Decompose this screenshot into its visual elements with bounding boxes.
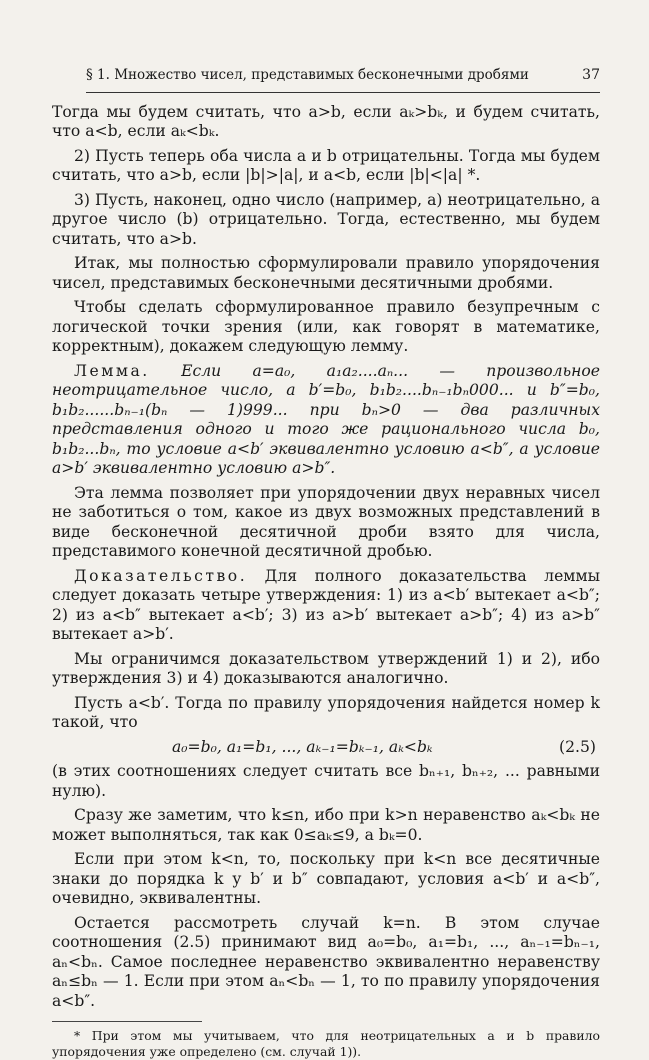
paragraph: Пусть a<b′. Тогда по правилу упорядочения найдется номер k такой, что [52, 693, 600, 731]
paragraph: Сразу же заметим, что k≤n, ибо при k>n неравенство aₖ<bₖ не может выполняться, так как 0≤aₖ≤9, а bₖ=0. [52, 806, 600, 844]
proof [52, 567, 600, 645]
proof-label: Доказательство. [74, 566, 248, 585]
equation-2-5 [52, 738, 600, 758]
footnote: * При этом мы учитываем, что для неотрицательных a и b правило упорядочения уже определено (см. случай 1)). [52, 1028, 600, 1059]
paragraph: Остается рассмотреть случай k=n. В этом случае соотношения (2.5) принимают вид a₀=b₀, a₁=b₁, ..., aₙ₋₁=bₙ₋₁, aₙ<bₙ. Самое последнее неравенство эквивалентно неравенству aₙ≤bₙ — 1. Если при этом aₙ<bₙ — 1, то по правилу упорядочения a<b″. [52, 913, 600, 1010]
paragraph: Итак, мы полностью сформулировали правило упорядочения чисел, представимых бесконечными десятичными дробями. [52, 254, 600, 292]
paragraph: Эта лемма позволяет при упорядочении двух неравных чисел не заботиться о том, какое из двух возможных представлений в виде бесконечной десятичной дроби взято для числа, представимого конечной десятичной дробью. [52, 483, 600, 560]
proof-text: Для полного доказательства леммы следует доказать четыре утверждения: 1) из a<b′ вытекает a<b″; 2) из a<b″ вытекает a<b′; 3) из a>b′ вытекает a>b″; 4) из a>b″ вытекает a>b′. [52, 566, 600, 643]
equation-expression: a₀=b₀, a₁=b₁, ..., aₖ₋₁=bₖ₋₁, aₖ<bₖ [172, 737, 433, 756]
page-number: 37 [582, 67, 600, 83]
paragraph: Чтобы сделать сформулированное правило безупречным с логической точки зрения (или, как говорят в математике, корректным), докажем следующую лемму. [52, 298, 600, 355]
section-title: § 1. Множество чисел, представимых бесконечными дробями [86, 67, 529, 83]
paragraph: Если при этом k<n, то, поскольку при k<n все десятичные знаки до порядка k у b′ и b″ совпадают, условия a<b′ и a<b″, очевидно, эквивалентны. [52, 850, 600, 907]
lemma-text: Если a=a₀, a₁a₂....aₙ... — произвольное неотрицательное число, а b′=b₀, b₁b₂....bₙ₋₁bₙ000... и b″=b₀, b₁b₂......bₙ₋₁(bₙ — 1)999... при bₙ>0 — два различных представления одного и того же рационального числа b₀, b₁b₂...bₙ, то условие a<b′ эквивалентно условию a<b″, а условие a>b′ эквивалентно условию a>b″. [52, 361, 600, 477]
paragraph: Тогда мы будем считать, что a>b, если aₖ>bₖ, и будем считать, что a<b, если aₖ<bₖ. [52, 102, 600, 140]
equation-number: (2.5) [559, 737, 596, 756]
book-page [52, 66, 600, 1060]
paragraph: 2) Пусть теперь оба числа a и b отрицательны. Тогда мы будем считать, что a>b, если |b|>|a|, и a<b, если |b|<|a| *. [52, 146, 600, 184]
lemma-label: Лемма. [74, 361, 150, 380]
footnote-divider [52, 1021, 202, 1022]
paragraph: Мы ограничимся доказательством утверждений 1) и 2), ибо утверждения 3) и 4) доказываются аналогично. [52, 649, 600, 687]
running-header [86, 66, 600, 93]
lemma [52, 362, 600, 479]
paragraph: (в этих соотношениях следует считать все bₙ₊₁, bₙ₊₂, ... равными нулю). [52, 762, 600, 800]
paragraph: 3) Пусть, наконец, одно число (например, a) неотрицательно, а другое число (b) отрицательно. Тогда, естественно, мы будем считать, что a>b. [52, 190, 601, 248]
